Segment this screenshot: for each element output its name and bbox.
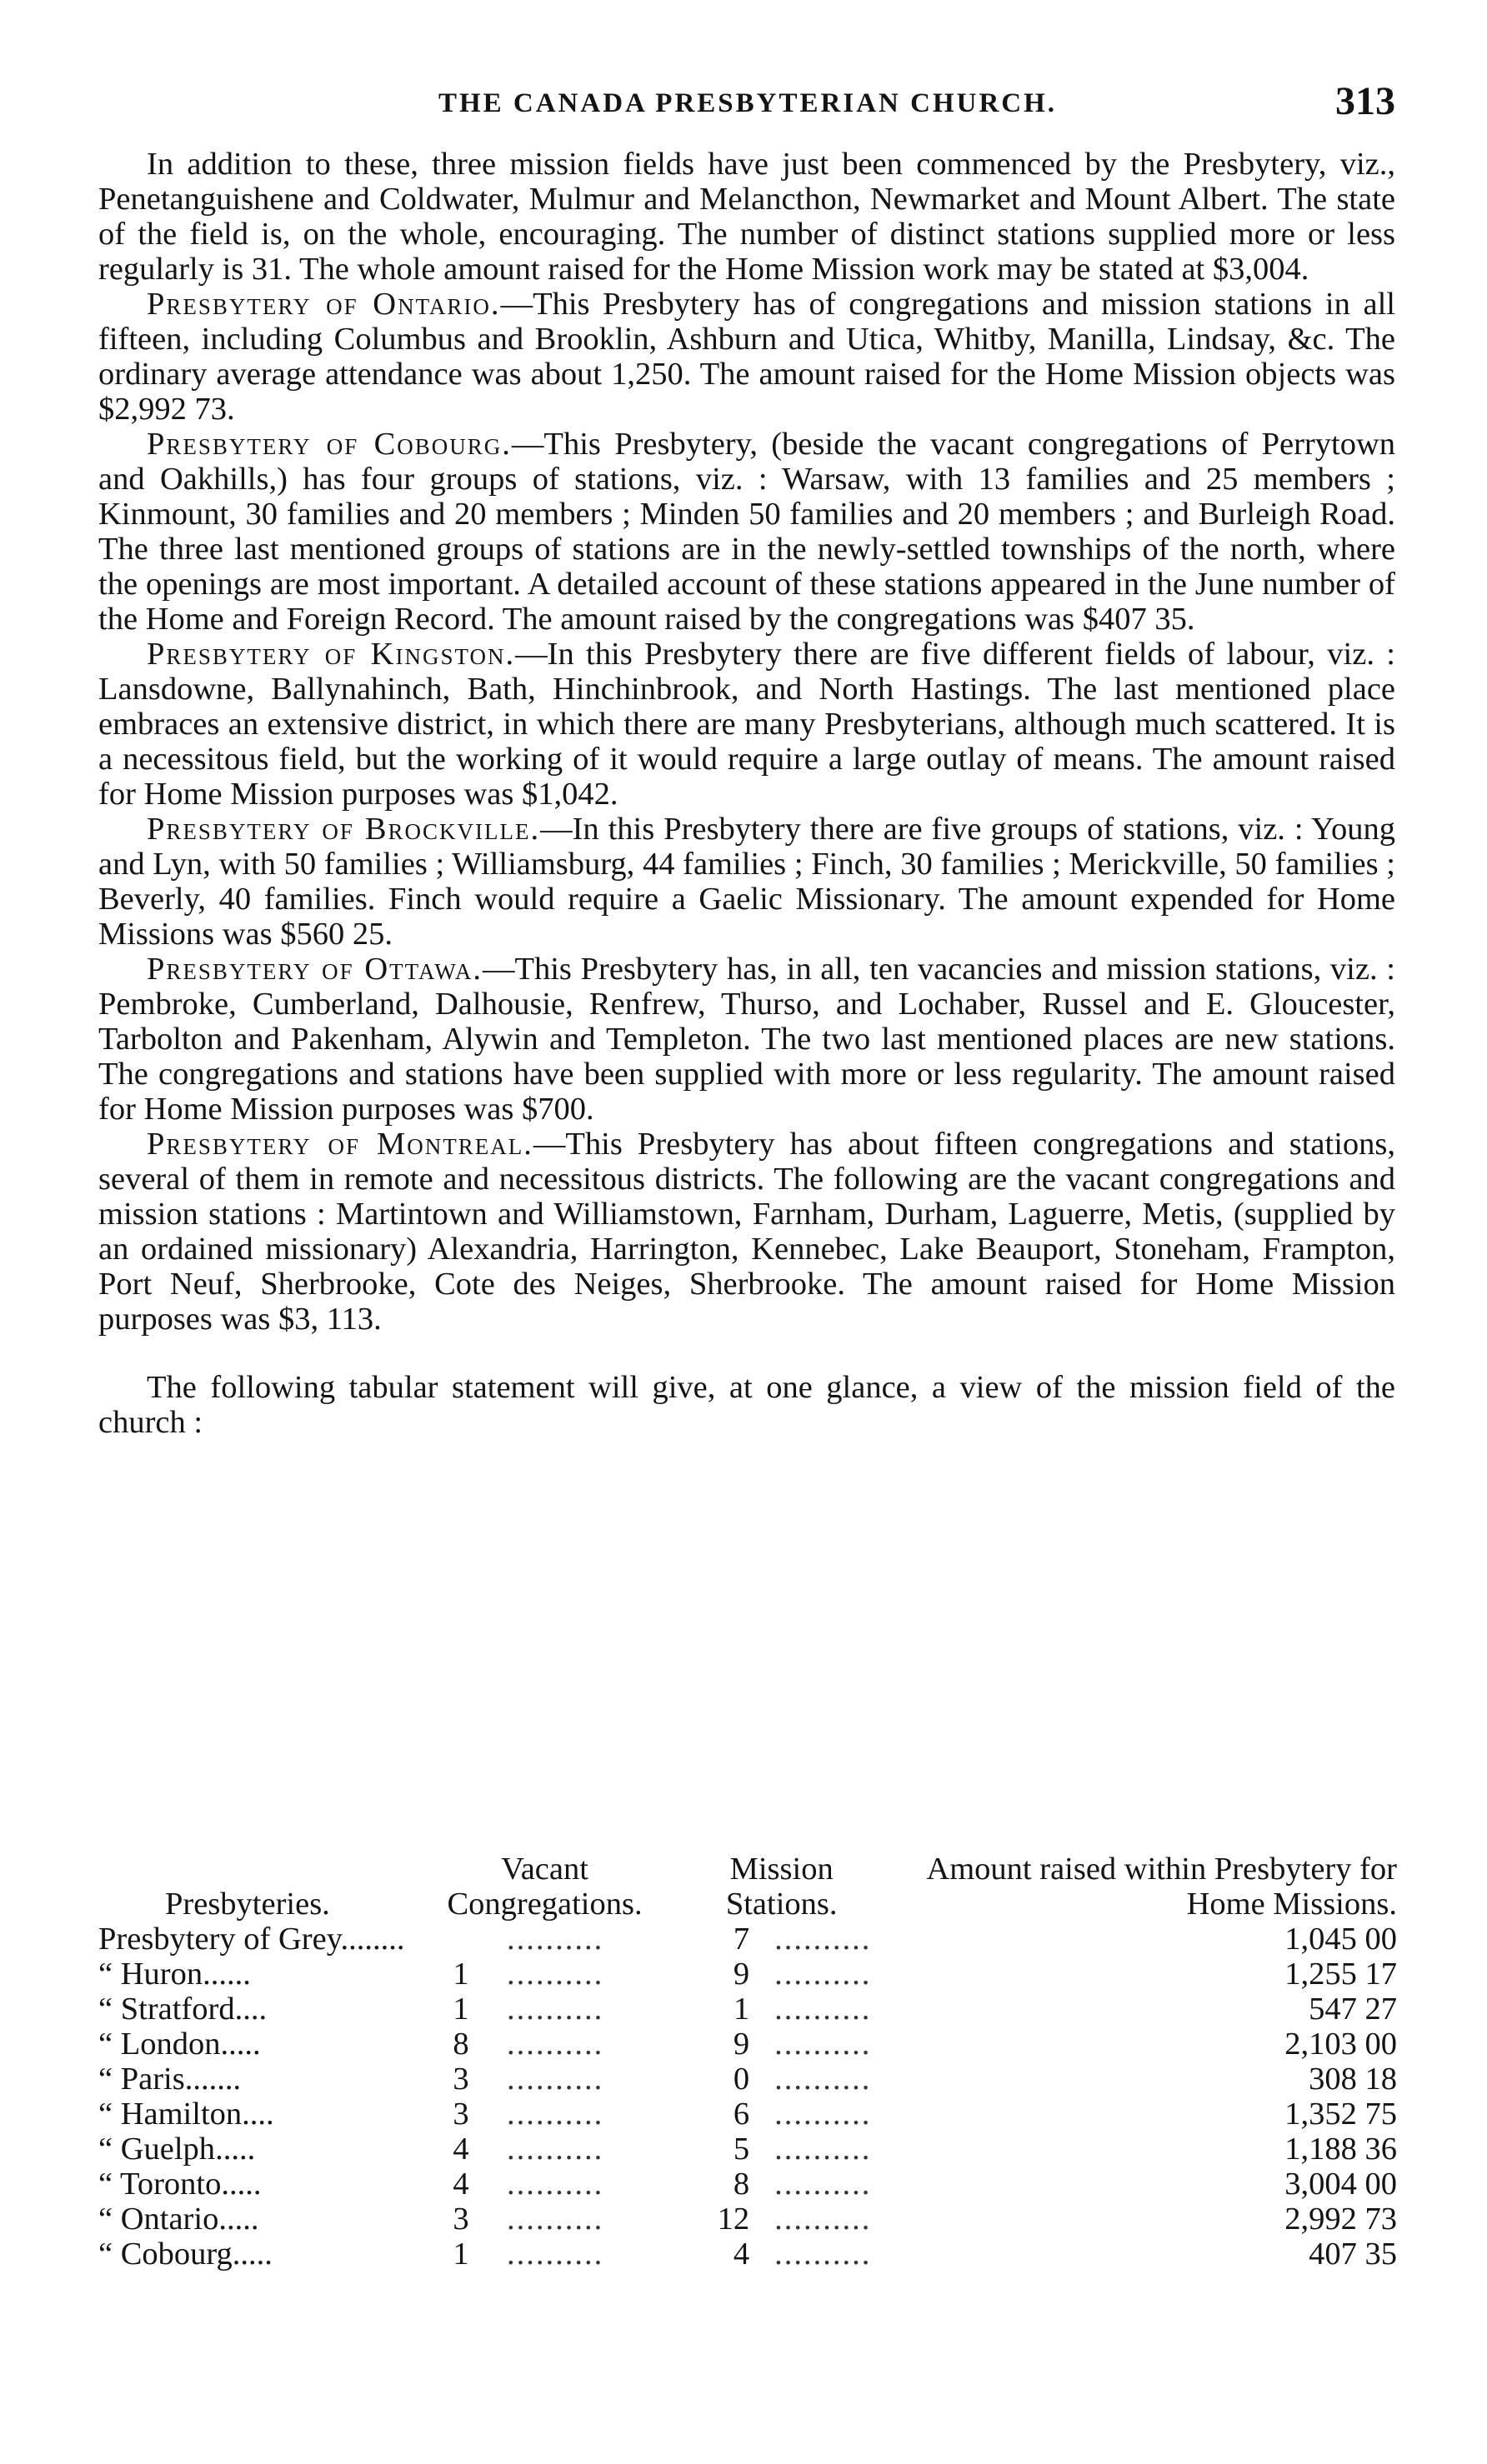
leader-dots: .......... xyxy=(774,2132,872,2167)
leader-dots: .......... xyxy=(774,1957,872,1992)
header-mission: Mission Stations. xyxy=(725,1852,838,1922)
body-text xyxy=(98,147,1395,1440)
paragraph-kingston xyxy=(98,637,1395,812)
paragraph-text: —In this Presbytery there are five groups of stations, viz. : Young and Lyn, with 50 families ; Williamsburg, 44 families ; Finch, 30 families ; Merickville, 50 families ; Beverly, 40 families. Finch would require a Gaelic Missionary. The amount expended for Home Missions was $560 25. xyxy=(98,812,1396,952)
paragraph-montreal xyxy=(98,1127,1395,1337)
mission-count: 12 xyxy=(717,2202,750,2237)
leader-dots: .......... xyxy=(507,2062,604,2097)
paragraph-text: —This Presbytery, (beside the vacant congregations of Perrytown and Oakhills,) has four groups of stations, viz. : Warsaw, with 13 families and 25 members ; Kinmount, 30 families and 20 members ; Minden 50 families and 20 members ; and Burleigh Road. The three last mentioned groups of stations are in the newly-settled townships of the north, where the openings are most important. A detailed account of these stations appeared in the June number of the Home and Foreign Record. The amount raised by the congregations was $407 35. xyxy=(98,427,1395,637)
presbytery-cell xyxy=(98,1992,415,2027)
leader-dots: .......... xyxy=(507,1957,604,1992)
mission-count: 1 xyxy=(733,1992,750,2027)
vacant-count: 4 xyxy=(453,2132,469,2167)
vacant-count: 3 xyxy=(453,2062,469,2097)
presbytery-name: Huron xyxy=(120,1957,203,1992)
paragraph-cobourg xyxy=(98,427,1395,637)
presbytery-heading: Presbytery of Montreal. xyxy=(147,1127,533,1162)
vacant-count: 1 xyxy=(453,1992,469,2027)
mission-count: 9 xyxy=(733,1957,750,1992)
table-row xyxy=(98,2202,1397,2237)
leader-dots: .......... xyxy=(507,2237,604,2272)
paragraph-text: The following tabular statement will give, at one glance, a view of the mission field of the church : xyxy=(98,1370,1395,1440)
vacant-count: 3 xyxy=(453,2202,469,2237)
presbytery-cell xyxy=(98,2097,415,2132)
table-row xyxy=(98,2237,1397,2272)
paragraph-ontario xyxy=(98,287,1395,427)
presbytery-name: London xyxy=(120,2027,221,2062)
mission-count: 4 xyxy=(733,2237,750,2272)
amount-raised: 308 18 xyxy=(1309,2062,1397,2097)
mission-count: 9 xyxy=(733,2027,750,2062)
header-presbyteries: Presbyteries. xyxy=(165,1887,330,1922)
amount-raised: 1,255 17 xyxy=(1284,1957,1397,1992)
leader-dots: ..... xyxy=(232,2237,273,2272)
leader-dots: .......... xyxy=(507,2132,604,2167)
paragraph-brockville xyxy=(98,812,1395,952)
table-row xyxy=(98,1957,1397,1992)
leader-dots: .......... xyxy=(507,2027,604,2062)
leader-dots: .......... xyxy=(774,2237,872,2272)
row-prefix: “ xyxy=(98,2062,113,2097)
leader-dots: .......... xyxy=(774,2062,872,2097)
header-vacant: Vacant Congregations. xyxy=(447,1852,643,1922)
row-prefix: “ xyxy=(98,1957,113,1992)
table-row xyxy=(98,2027,1397,2062)
row-prefix: “ xyxy=(98,2132,113,2167)
row-prefix: “ xyxy=(98,2097,113,2132)
presbytery-name: Stratford xyxy=(120,1992,235,2027)
presbytery-cell xyxy=(98,2062,415,2097)
leader-dots: .......... xyxy=(774,2027,872,2062)
presbytery-cell xyxy=(98,1957,415,1992)
leader-dots: ..... xyxy=(220,2027,261,2062)
paragraph-ottawa xyxy=(98,952,1395,1127)
leader-dots: .......... xyxy=(774,1992,872,2027)
row-prefix: “ xyxy=(98,2167,113,2202)
table-header-row xyxy=(98,1852,1397,1922)
row-prefix: “ xyxy=(98,2202,113,2237)
row-prefix: Presbytery of xyxy=(98,1922,271,1957)
table-row xyxy=(98,2062,1397,2097)
amount-raised: 547 27 xyxy=(1309,1992,1397,2027)
presbytery-name: Hamilton xyxy=(120,2097,243,2132)
presbytery-cell xyxy=(98,2167,415,2202)
mission-count: 5 xyxy=(733,2132,750,2167)
vacant-count: 3 xyxy=(453,2097,469,2132)
vacant-count: 1 xyxy=(453,2237,469,2272)
presbytery-heading: Presbytery of Ontario. xyxy=(147,287,501,322)
leader-dots: .......... xyxy=(507,1992,604,2027)
presbytery-cell xyxy=(98,1922,415,1957)
presbytery-name: Ontario xyxy=(120,2202,219,2237)
table-row xyxy=(98,2132,1397,2167)
paragraph-text: —This Presbytery has of congregations and mission stations in all fifteen, including Columbus and Brooklin, Ashburn and Utica, Whitby, Manilla, Lindsay, &c. The ordinary average attendance was about 1,250. The amount raised for the Home Mission objects was $2,992 73. xyxy=(98,287,1396,427)
leader-dots: .......... xyxy=(774,1922,872,1957)
mission-count: 8 xyxy=(733,2167,750,2202)
presbytery-heading: Presbytery of Cobourg. xyxy=(147,427,512,462)
paragraph-intro xyxy=(98,147,1395,287)
amount-raised: 1,045 00 xyxy=(1284,1922,1397,1957)
presbytery-heading: Presbytery of Brockville. xyxy=(147,812,541,847)
presbytery-cell xyxy=(98,2237,415,2272)
leader-dots: .......... xyxy=(774,2097,872,2132)
amount-raised: 2,992 73 xyxy=(1284,2202,1397,2237)
presbytery-cell xyxy=(98,2027,415,2062)
vacant-count: 8 xyxy=(453,2027,469,2062)
row-prefix: “ xyxy=(98,1992,113,2027)
page-number: 313 xyxy=(1335,79,1395,123)
presbytery-cell xyxy=(98,2202,415,2237)
presbytery-cell xyxy=(98,2132,415,2167)
table-row xyxy=(98,1922,1397,1957)
paragraph-text: —This Presbytery has, in all, ten vacancies and mission stations, viz. : Pembroke, Cumberland, Dalhousie, Renfrew, Thurso, and Lochaber, Russel and E. Gloucester, Tarbolton and Pakenham, Alywin and Templeton. The two last mentioned places are new stations. The congregations and stations have been supplied with more or less regularity. The amount raised for Home Mission purposes was $700. xyxy=(98,952,1395,1127)
amount-raised: 1,188 36 xyxy=(1284,2132,1397,2167)
amount-raised: 3,004 00 xyxy=(1284,2167,1397,2202)
presbytery-name: Grey xyxy=(278,1922,341,1957)
presbytery-heading: Presbytery of Kingston. xyxy=(147,637,516,672)
leader-dots: .......... xyxy=(507,2202,604,2237)
presbytery-name: Cobourg xyxy=(120,2237,233,2272)
table-body xyxy=(98,1922,1397,2272)
vacant-count: 1 xyxy=(453,1957,469,1992)
vacant-count: 4 xyxy=(453,2167,469,2202)
mission-count: 7 xyxy=(733,1922,750,1957)
amount-raised: 1,352 75 xyxy=(1284,2097,1397,2132)
paragraph-text: In addition to these, three mission fields have just been commenced by the Presbytery, viz., Penetanguishene and Coldwater, Mulmur and Melancthon, Newmarket and Mount Albert. The state of the field is, on the whole, encouraging. The number of distinct stations supplied more or less regularly is 31. The whole amount raised for the Home Mission work may be stated at $3,004. xyxy=(98,147,1395,287)
table-row xyxy=(98,1992,1397,2027)
leader-dots: .......... xyxy=(507,1922,604,1957)
presbytery-heading: Presbytery of Ottawa. xyxy=(147,952,483,987)
paragraph-text: —In this Presbytery there are five different fields of labour, viz. : Lansdowne, Ballynahinch, Bath, Hinchinbrook, and North Hastings. The last mentioned place embraces an extensive district, in which there are many Presbyterians, although much scattered. It is a necessitous field, but the working of it would require a large outlay of means. The amount raised for Home Mission purposes was $1,042. xyxy=(98,637,1396,812)
leader-dots: .......... xyxy=(507,2097,604,2132)
leader-dots: ..... xyxy=(221,2167,262,2202)
leader-dots: .......... xyxy=(774,2167,872,2202)
page-header-title: THE CANADA PRESBYTERIAN CHURCH. xyxy=(438,88,1058,118)
mission-field-table xyxy=(98,1852,1397,2272)
row-prefix: “ xyxy=(98,2237,113,2272)
leader-dots: ..... xyxy=(218,2202,259,2237)
mission-count: 0 xyxy=(733,2062,750,2097)
running-head xyxy=(100,77,1395,127)
leader-dots: .... xyxy=(242,2097,274,2132)
row-prefix: “ xyxy=(98,2027,113,2062)
mission-count: 6 xyxy=(733,2097,750,2132)
leader-dots: ........ xyxy=(340,1922,405,1957)
leader-dots: ...... xyxy=(203,1957,251,1992)
table-row xyxy=(98,2097,1397,2132)
paragraph-text: —This Presbytery has about fifteen congregations and stations, several of them in remote and necessitous districts. The following are the vacant congregations and mission stations : Martintown and Williamstown, Farnham, Durham, Laguerre, Metis, (supplied by an ordained missionary) Alexandria, Harrington, Kennebec, Lake Beauport, Stoneham, Frampton, Port Neuf, Sherbrooke, Cote des Neiges, Sherbrooke. The amount raised for Home Mission purposes was $3, 113. xyxy=(98,1127,1395,1337)
paragraph-table-intro xyxy=(98,1370,1395,1440)
amount-raised: 407 35 xyxy=(1309,2237,1397,2272)
leader-dots: ..... xyxy=(215,2132,256,2167)
vacant-count xyxy=(415,1922,507,1957)
amount-raised: 2,103 00 xyxy=(1284,2027,1397,2062)
presbytery-name: Paris xyxy=(120,2062,185,2097)
leader-dots: .... xyxy=(234,1992,268,2027)
table-row xyxy=(98,2167,1397,2202)
header-amount: Amount raised within Presbytery for Home Missions. xyxy=(926,1852,1397,1922)
presbytery-name: Toronto xyxy=(120,2167,222,2202)
presbytery-name: Guelph xyxy=(120,2132,216,2167)
leader-dots: .......... xyxy=(507,2167,604,2202)
leader-dots: ....... xyxy=(184,2062,242,2097)
leader-dots: .......... xyxy=(774,2202,872,2237)
